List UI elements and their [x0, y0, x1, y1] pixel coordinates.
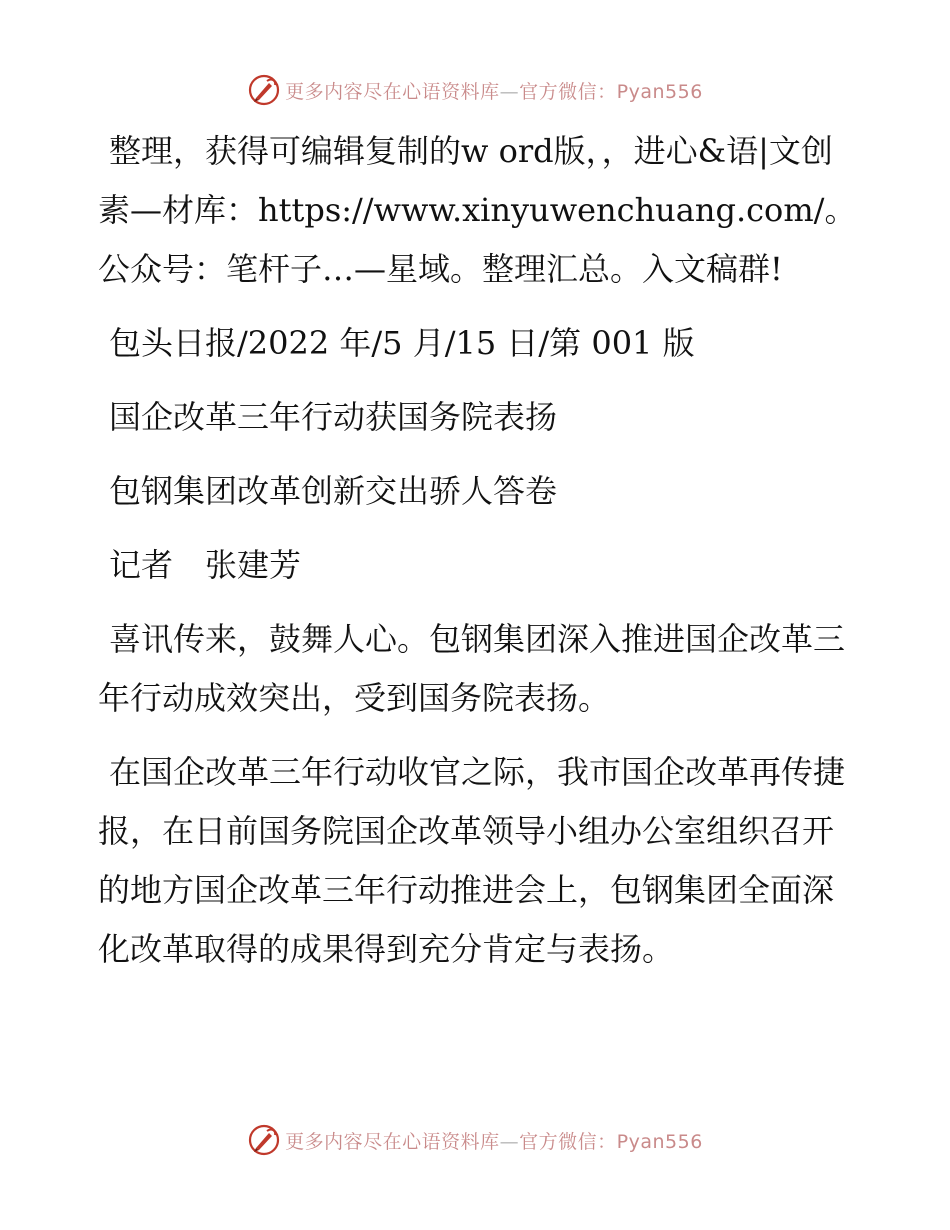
pen-logo-icon	[247, 73, 281, 107]
banner-official-text: 官方微信：Pyan556	[519, 1130, 703, 1153]
headline-2: 包钢集团改革创新交出骄人答卷	[109, 472, 558, 510]
body-paragraph-1: 喜讯传来，鼓舞人心。包钢集团深入推进国企改革三年行动成效突出，受到国务院表扬。	[98, 620, 846, 717]
banner-dash: —	[499, 80, 520, 103]
footer-banner	[0, 1120, 950, 1160]
header-banner	[0, 70, 950, 110]
banner-main-text: 更多内容尽在心语资料库	[285, 80, 500, 103]
dateline: 包头日报/2022 年/5 月/15 日/第 001 版	[109, 324, 695, 362]
byline: 记者 张建芳	[109, 546, 302, 584]
pen-logo-icon	[247, 1123, 281, 1157]
banner-official-text: 官方微信：Pyan556	[519, 80, 703, 103]
document-body	[98, 122, 858, 994]
banner-dash: —	[499, 1130, 520, 1153]
body-paragraph-2: 在国企改革三年行动收官之际，我市国企改革再传捷报，在日前国务院国企改革领导小组办公室组织召开的地方国企改革三年行动推进会上，包钢集团全面深化改革取得的成果得到充分肯定与表扬。	[98, 753, 846, 968]
intro-paragraph: 整理，获得可编辑复制的w ord版，，进心&语|文创素—材库：https://www.xinyuwenchuang.com/。公众号：笔杆子…—星域。整理汇总。入文稿群!	[98, 132, 857, 288]
headline-1: 国企改革三年行动获国务院表扬	[109, 398, 558, 436]
banner-main-text: 更多内容尽在心语资料库	[285, 1130, 500, 1153]
